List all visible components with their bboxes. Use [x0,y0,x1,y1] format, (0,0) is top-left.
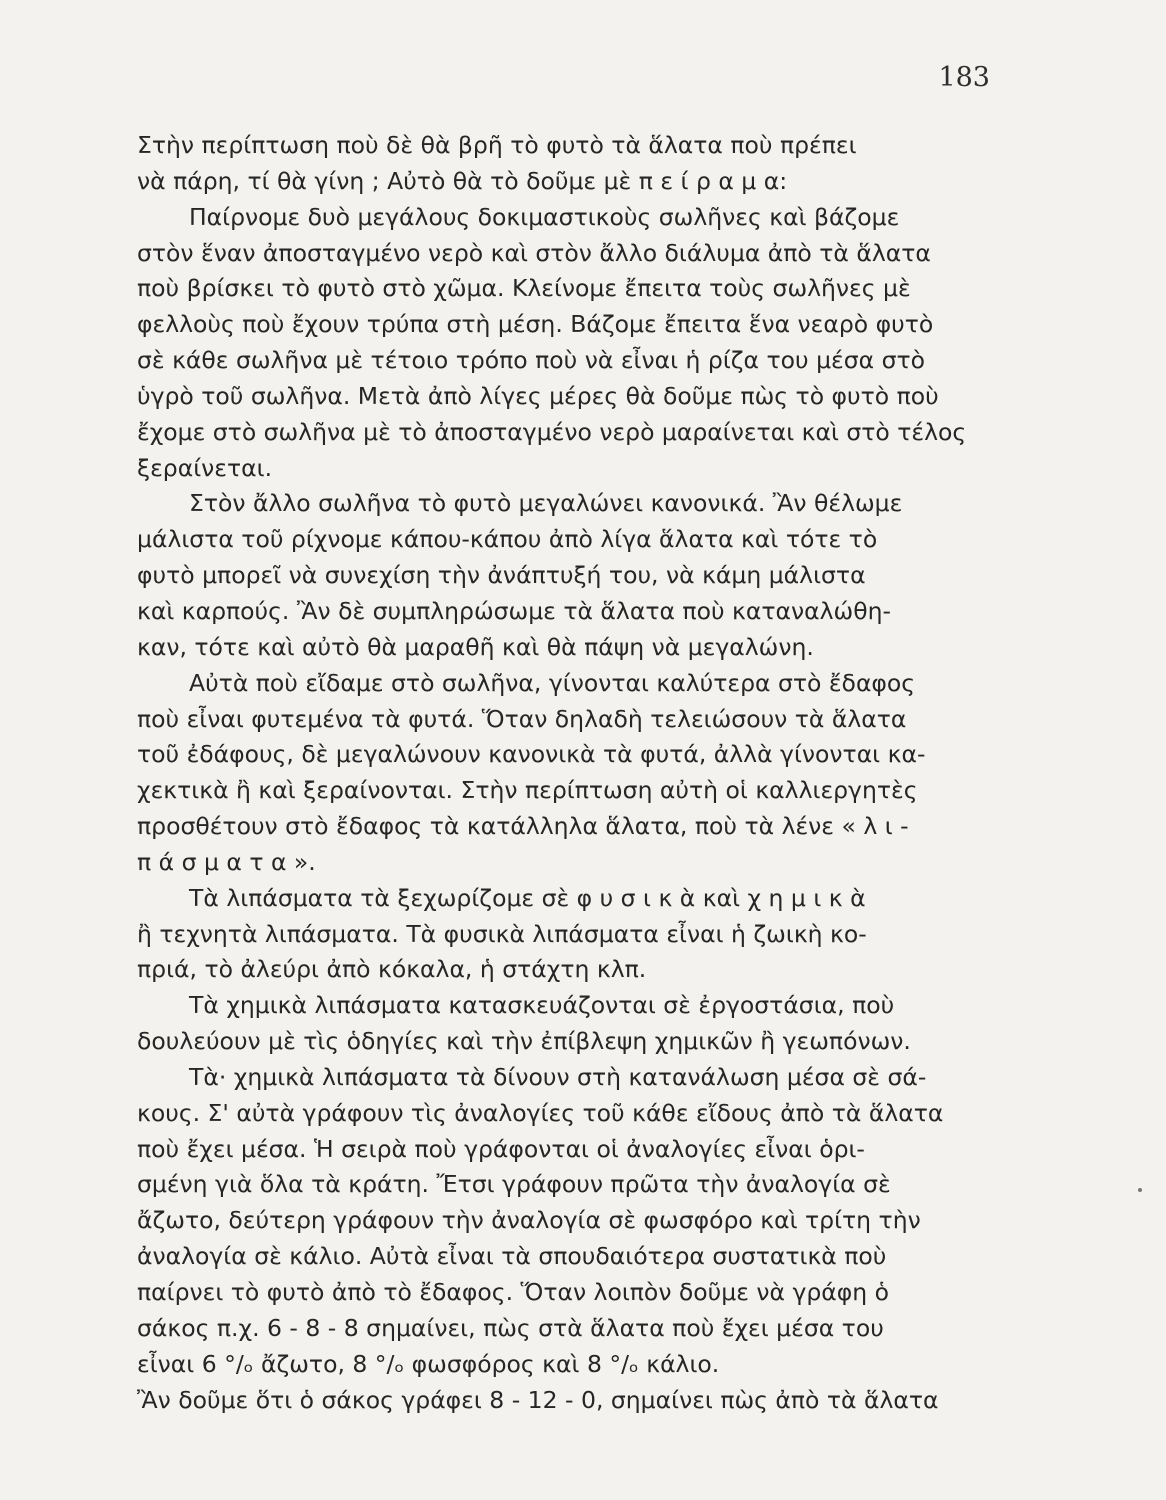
text-line: ξεραίνεται. [137,453,273,482]
text-line: Τὰ χημικὰ λιπάσματα κατασκευάζονται σὲ ἐργοστάσια, ποὺ [189,991,895,1020]
text-line: Στὸν ἄλλο σωλῆνα τὸ φυτὸ μεγαλώνει κανονικά. Ἂν θέλωμε [189,489,903,518]
text-line: κους. Σ' αὐτὰ γράφουν τὶς ἀναλογίες τοῦ κάθε εἴδους ἀπὸ τὰ ἅλατα [137,1098,944,1127]
text-line: ἄζωτο, δεύτερη γράφουν τὴν ἀναλογία σὲ φωσφόρο καὶ τρίτη τὴν [137,1206,921,1235]
paper-speck [1138,1188,1142,1192]
text-line: ὑγρὸ τοῦ σωλῆνα. Μετὰ ἀπὸ λίγες μέρες θὰ δοῦμε πὼς τὸ φυτὸ ποὺ [137,381,939,410]
text-line: ποὺ εἶναι φυτεμένα τὰ φυτά. Ὅταν δηλαδὴ τελειώσουν τὰ ἅλατα [137,704,907,733]
text-line: φελλοὺς ποὺ ἔχουν τρύπα στὴ μέση. Βάζομε ἔπειτα ἕνα νεαρὸ φυτὸ [137,310,934,339]
body-text [137,128,993,1418]
text-line: σμένη γιὰ ὅλα τὰ κράτη. Ἔτσι γράφουν πρῶτα τὴν ἀναλογία σὲ [137,1170,891,1199]
text-line: σάκος π.χ. 6 - 8 - 8 σημαίνει, πὼς στὰ ἅλατα ποὺ ἔχει μέσα του [137,1313,884,1342]
text-line: πριά, τὸ ἀλεύρι ἀπὸ κόκαλα, ἡ στάχτη κλπ. [137,955,647,984]
page-number: 183 [938,62,990,93]
text-line: νὰ πάρη, τί θὰ γίνη ; Αὐτὸ θὰ τὸ δοῦμε μὲ π ε ί ρ α μ α: [137,166,788,195]
text-line: φυτὸ μπορεῖ νὰ συνεχίση τὴν ἀνάπτυξή του, νὰ κάμη μάλιστα [137,561,866,590]
text-line: τοῦ ἐδάφους, δὲ μεγαλώνουν κανονικὰ τὰ φυτά, ἀλλὰ γίνονται κα- [137,740,926,769]
text-line: Στὴν περίπτωση ποὺ δὲ θὰ βρῆ τὸ φυτὸ τὰ ἅλατα ποὺ πρέπει [137,131,857,159]
text-line: δουλεύουν μὲ τὶς ὁδηγίες καὶ τὴν ἐπίβλεψη χημικῶν ἢ γεωπόνων. [137,1027,911,1056]
text-line: Αὐτὰ ποὺ εἴδαμε στὸ σωλῆνα, γίνονται καλύτερα στὸ ἔδαφος [189,668,916,697]
text-line: παίρνει τὸ φυτὸ ἀπὸ τὸ ἔδαφος. Ὅταν λοιπὸν δοῦμε νὰ γράφη ὁ [137,1278,890,1306]
text-line: Ἂν δοῦμε ὅτι ὁ σάκος γράφει 8 - 12 - 0, σημαίνει πὼς ἀπὸ τὰ ἅλατα [137,1385,939,1414]
text-line: εἶναι 6 °/ₒ ἄζωτο, 8 °/ₒ φωσφόρος καὶ 8 °/ₒ κάλιο. [137,1349,720,1378]
text-line: καὶ καρπούς. Ἂν δὲ συμπληρώσωμε τὰ ἅλατα ποὺ καταναλώθη- [137,596,891,625]
text-line: καν, τότε καὶ αὐτὸ θὰ μαραθῆ καὶ θὰ πάψη νὰ μεγαλώνη. [137,632,814,661]
text-line: στὸν ἕναν ἀποσταγμένο νερὸ καὶ στὸν ἄλλο διάλυμα ἀπὸ τὰ ἅλατα [137,238,931,267]
text-line: μάλιστα τοῦ ρίχνομε κάπου-κάπου ἀπὸ λίγα ἅλατα καὶ τότε τὸ [137,525,878,554]
text-line: π ά σ μ α τ α ». [137,847,316,876]
text-line: ποὺ ἔχει μέσα. Ἡ σειρὰ ποὺ γράφονται οἱ ἀναλογίες εἶναι ὁρι- [137,1134,865,1163]
text-line: ἀναλογία σὲ κάλιο. Αὐτὰ εἶναι τὰ σπουδαιότερα συστατικὰ ποὺ [137,1242,887,1271]
text-line: προσθέτουν στὸ ἔδαφος τὰ κατάλληλα ἅλατα, ποὺ τὰ λένε « λ ι - [137,812,909,841]
text-line: ἢ τεχνητὰ λιπάσματα. Τὰ φυσικὰ λιπάσματα εἶναι ἡ ζωικὴ κο- [137,919,867,948]
text-line: ἔχομε στὸ σωλῆνα μὲ τὸ ἀποσταγμένο νερὸ μαραίνεται καὶ στὸ τέλος [137,417,967,446]
text-line: χεκτικὰ ἢ καὶ ξεραίνονται. Στὴν περίπτωση αὐτὴ οἱ καλλιεργητὲς [137,776,918,805]
text-line: ποὺ βρίσκει τὸ φυτὸ στὸ χῶμα. Κλείνομε ἔπειτα τοὺς σωλῆνες μὲ [137,274,911,303]
text-line: σὲ κάθε σωλῆνα μὲ τέτοιο τρόπο ποὺ νὰ εἶναι ἡ ρίζα του μέσα στὸ [137,346,926,375]
text-line: Τὰ· χημικὰ λιπάσματα τὰ δίνουν στὴ κατανάλωση μέσα σὲ σά- [189,1062,927,1091]
text-line: Παίρνομε δυὸ μεγάλους δοκιμαστικοὺς σωλῆνες καὶ βάζομε [189,202,900,231]
text-line: Τὰ λιπάσματα τὰ ξεχωρίζομε σὲ φ υ σ ι κ ὰ καὶ χ η μ ι κ ὰ [189,883,866,912]
